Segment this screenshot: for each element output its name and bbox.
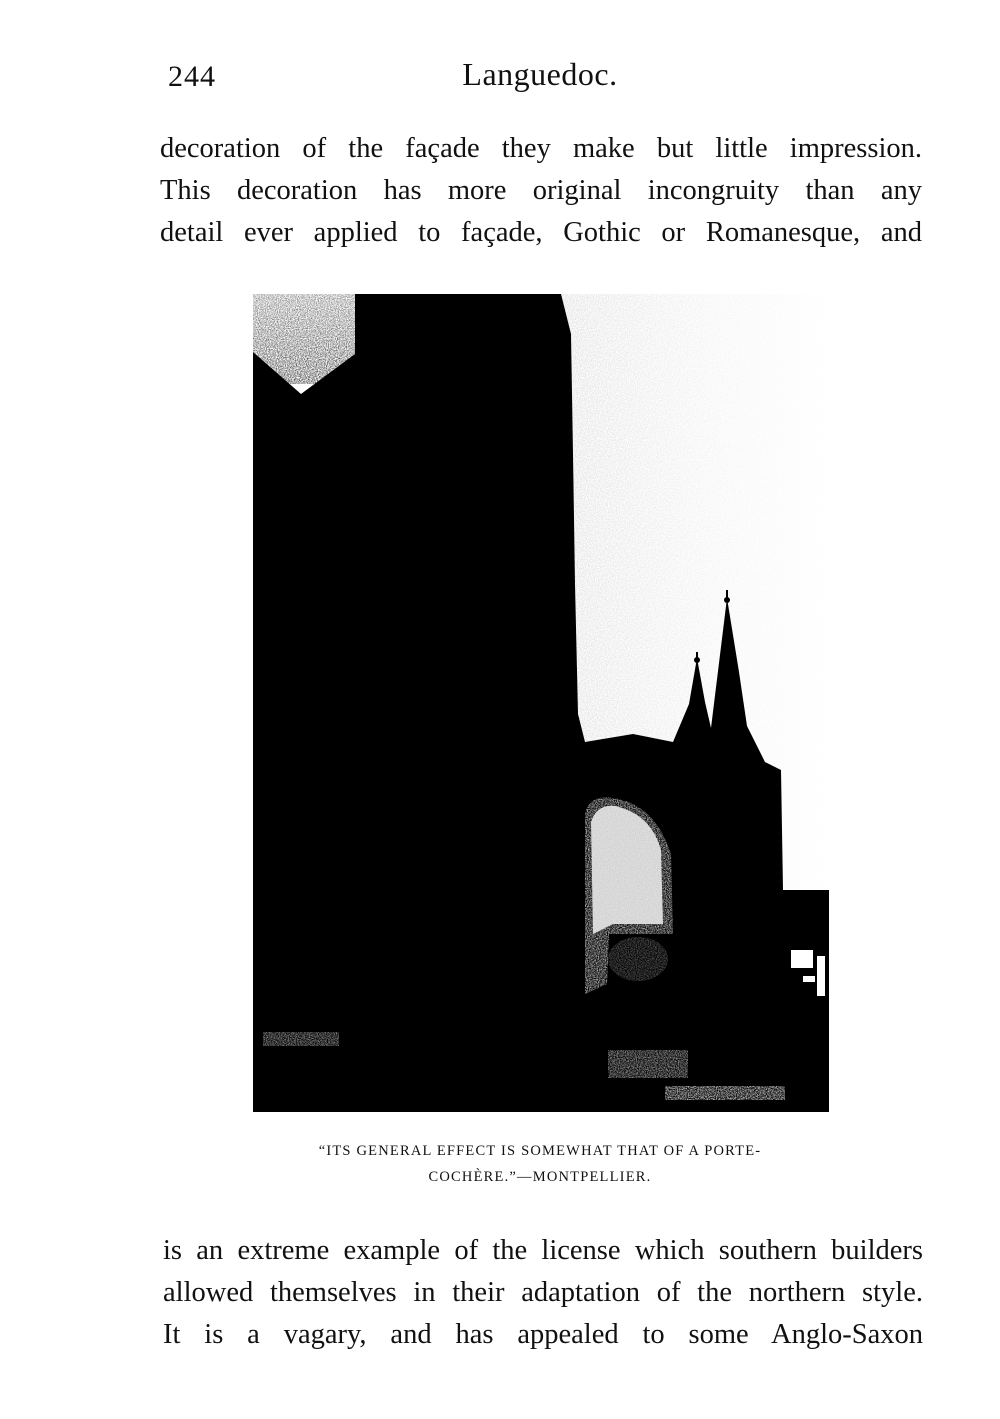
running-head [160, 52, 920, 102]
caption-line: “ITS GENERAL EFFECT IS SOMEWHAT THAT OF A PORTE- [318, 1143, 762, 1159]
text-line: It is a vagary, and has appealed to some Anglo-Saxon [163, 1319, 923, 1350]
page-number: 244 [168, 60, 216, 93]
text-line: is an extreme example of the license which southern builders [163, 1235, 923, 1266]
cathedral-porch-photograph [253, 294, 831, 1112]
text-line: allowed themselves in their adaptation of the northern style. [163, 1277, 923, 1308]
text-line: decoration of the façade they make but little impression. [160, 133, 922, 164]
running-title: Languedoc. [462, 56, 618, 92]
plate-caption [240, 1138, 840, 1190]
body-text-bottom [163, 1230, 923, 1356]
caption-line: COCHÈRE.”—MONTPELLIER. [428, 1169, 652, 1185]
body-text-top [160, 128, 922, 254]
photograph-plate [253, 294, 831, 1112]
text-line: detail ever applied to façade, Gothic or Romanesque, and [160, 217, 922, 248]
text-line: This decoration has more original incongruity than any [160, 175, 922, 206]
